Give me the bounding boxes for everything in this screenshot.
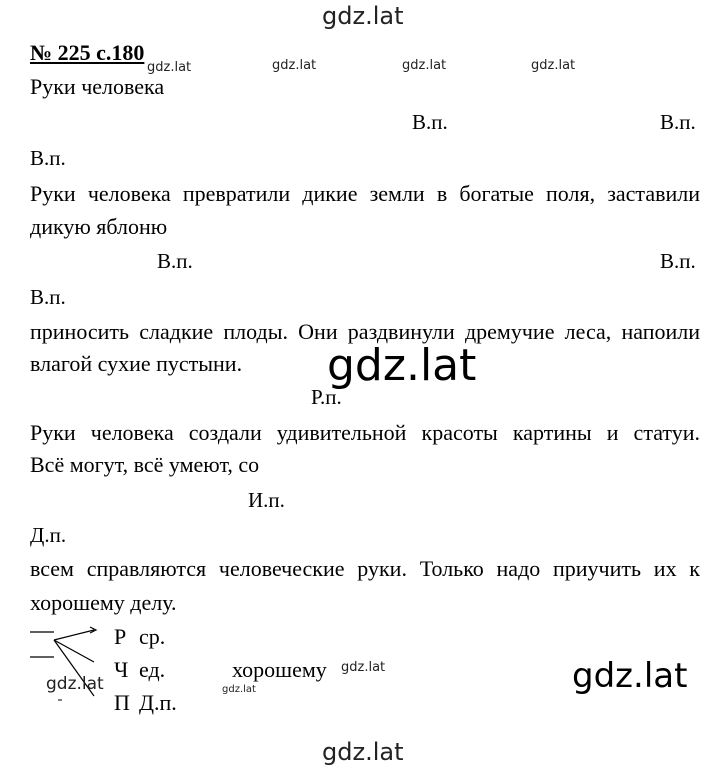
case-label: И.п. xyxy=(248,488,285,512)
watermark-scheme-left: gdz.lat xyxy=(46,674,104,694)
text-line: Руки человека создали удивительной красоты картины и статуи. xyxy=(30,420,700,445)
watermark-row4: gdz.lat xyxy=(531,58,576,73)
watermark-center: gdz.lat xyxy=(327,340,477,391)
watermark-bottom: gdz.lat xyxy=(322,738,404,766)
case-label: В.п. xyxy=(660,249,696,273)
scheme-value: Д.п. xyxy=(139,690,177,715)
scheme-letter: Р xyxy=(114,624,127,649)
scheme-value: ед. xyxy=(139,657,166,682)
scheme-value: ср. xyxy=(139,624,166,649)
scheme-letter: П xyxy=(114,690,130,715)
watermark-bottom-right: gdz.lat xyxy=(572,656,688,696)
case-label: Р.п. xyxy=(311,385,342,409)
case-label: В.п. xyxy=(30,285,66,309)
word-scheme-arrows xyxy=(28,618,108,708)
case-label: В.п. xyxy=(30,146,66,170)
watermark-top: gdz.lat xyxy=(322,2,404,30)
scheme-word: хорошему xyxy=(232,657,327,682)
text-line: всем справляются человеческие руки. Только надо приучить их к xyxy=(30,556,700,581)
watermark-row2: gdz.lat xyxy=(272,58,317,73)
watermark-row3: gdz.lat xyxy=(402,58,447,73)
text-line: хорошему делу. xyxy=(30,590,177,615)
case-label: В.п. xyxy=(660,110,696,134)
text-title: Руки человека xyxy=(30,74,165,99)
case-label: Д.п. xyxy=(30,523,67,547)
case-label: В.п. xyxy=(157,249,193,273)
text-line: дикую яблоню xyxy=(30,214,168,239)
watermark-row1: gdz.lat xyxy=(147,60,192,75)
text-line: Руки человека превратили дикие земли в богатые поля, заставили xyxy=(30,181,700,206)
case-label: В.п. xyxy=(412,110,448,134)
text-line: Всё могут, всё умеют, со xyxy=(30,452,260,477)
watermark-scheme-right: gdz.lat xyxy=(341,660,386,675)
text-line: влагой сухие пустыни. xyxy=(30,351,243,376)
text-line: приносить сладкие плоды. Они раздвинули дремучие леса, напоили xyxy=(30,319,700,344)
exercise-heading: № 225 с.180 xyxy=(30,40,145,65)
scheme-letter: Ч xyxy=(114,657,129,682)
watermark-scheme-small: gdz.lat xyxy=(222,684,256,695)
